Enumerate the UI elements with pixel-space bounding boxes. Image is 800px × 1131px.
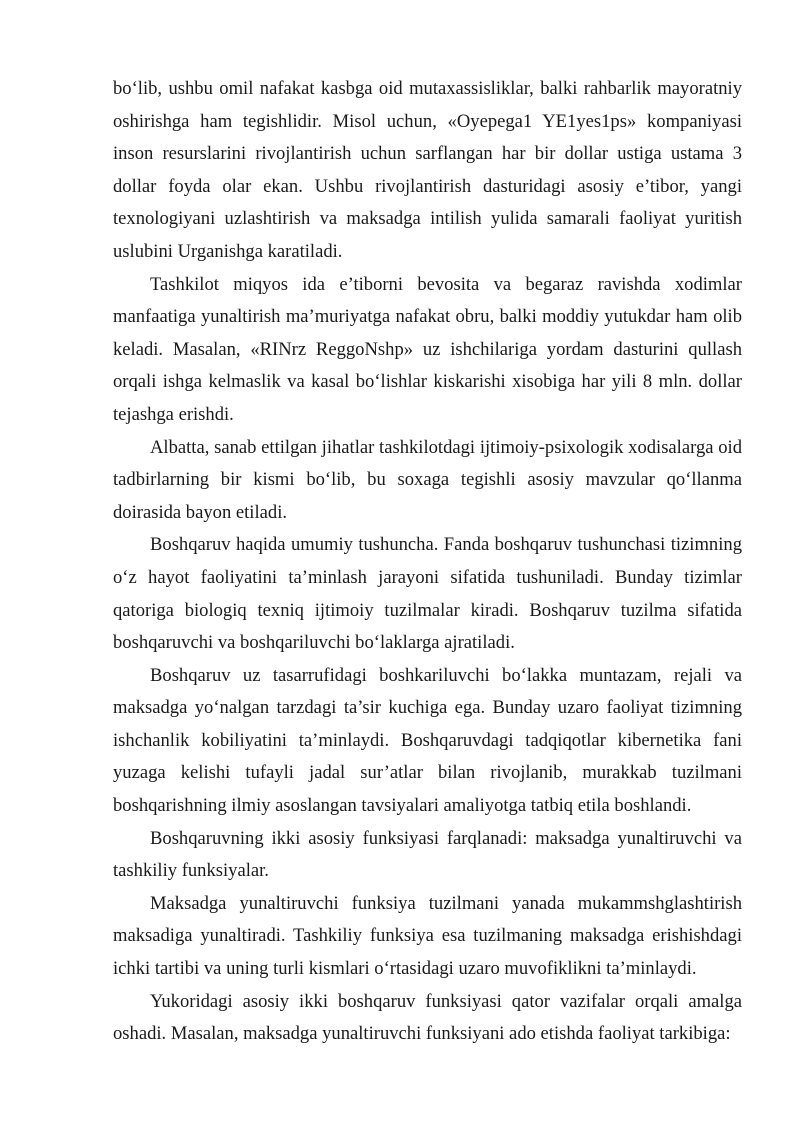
paragraph-tasks: Yukoridagi asosiy ikki boshqaruv funksiyasi qator vazifalar orqali amalga oshadi. Masalan, maksadga yunaltiruvchi funksiyani ado etishda faoliyat tarkibiga: [113, 990, 742, 1045]
paragraph-aspects: Albatta, sanab ettilgan jihatlar tashkilotdagi ijtimoiy-psixologik xodisalarga oid tadbirlarning bir kismi boʻlib, bu soxaga tegishli asosiy mavzular qoʻllanma doirasida bayon etiladi. [113, 436, 742, 523]
paragraph-management-concept: Boshqaruv haqida umumiy tushuncha. Fanda boshqaruv tushunchasi tizimning oʻz hayot faoliyatini ta’minlash jarayoni sifatida tushuniladi. Bunday tizimlar qatoriga biologiq texniq ijtimoiy tuzilmalar kiradi. Boshqaruv tuzilma sifatida boshqaruvchi va boshqariluvchi boʻlaklarga ajratiladi. [113, 534, 742, 654]
paragraph-goal-function: Maksadga yunaltiruvchi funksiya tuzilmani yanada mukammshglashtirish maksadiga yunaltiradi. Tashkiliy funksiya esa tuzilmaning maksadga erishishdagi ichki tartibi va uning turli kismlari oʻrtasidagi uzaro muvofiklikni ta’minlaydi. [113, 892, 742, 980]
paragraph-organization-attention: Tashkilot miqyos ida e’tiborni bevosita va begaraz ravishda xodimlar manfaatiga yunaltirish ma’muriyatga nafakat obru, balki moddiy yutukdar ham olib keladi. Masalan, «RINrz ReggoNshp» uz ishchilariga yordam dasturini qullash orqali ishga kelmaslik va kasal boʻlishlar kiskarishi xisobiga har yili 8 mln. dollar tejashga erishdi. [113, 273, 742, 425]
paragraph-continuation: boʻlib, ushbu omil nafakat kasbga oid mutaxassisliklar, balki rahbarlik mayoratniy oshirishga ham tegishlidir. Misol uchun, «Oyepega1 YE1yes1ps» kompaniyasi inson resurslarini rivojlantirish uchun sarflangan har bir dollar ustiga ustama 3 dollar foyda olar ekan. Ushbu rivojlantirish dasturidagi asosiy e’tibor, yangi texnologiyani uzlashtirish va maksadga intilish yulida samarali faoliyat yuritish uslubini Urganishga karatiladi. [113, 78, 742, 262]
paragraph-management-influence: Boshqaruv uz tasarrufidagi boshkariluvchi boʻlakka muntazam, rejali va maksadga yoʻnalgan tarzdagi ta’sir kuchiga ega. Bunday uzaro faoliyat tizimning ishchanlik kobiliyatini ta’minlaydi. Boshqaruvdagi tadqiqotlar kibernetika fani yuzaga kelishi tufayli jadal sur’atlar bilan rivojlanib, murakkab tuzilmani boshqarishning ilmiy asoslangan tavsiyalari amaliyotga tatbiq etila boshlandi. [113, 664, 742, 817]
document-page [113, 73, 742, 1051]
paragraph-two-functions: Boshqaruvning ikki asosiy funksiyasi farqlanadi: maksadga yunaltiruvchi va tashkiliy funksiyalar. [113, 827, 742, 882]
